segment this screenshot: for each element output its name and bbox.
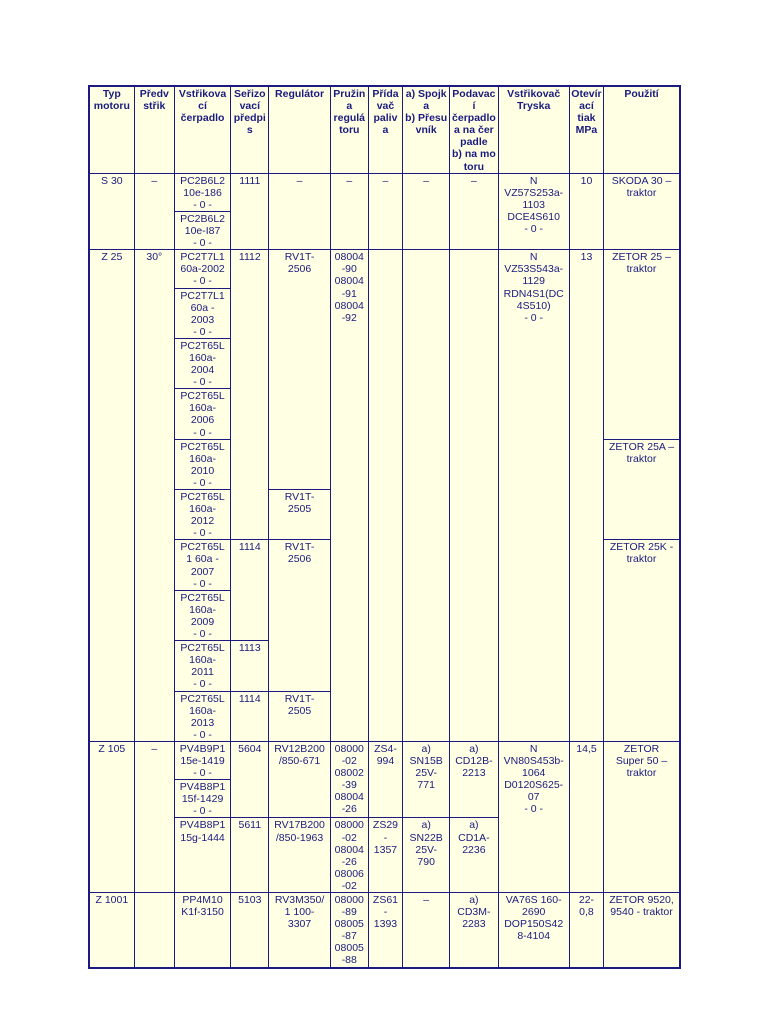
cell-serizovaci: 5604 bbox=[231, 741, 269, 818]
cell-regulator: RV17B200 /850-1963 bbox=[269, 818, 330, 893]
cell-regulator: – bbox=[269, 173, 330, 250]
cell-regulator: RV1T- 2506 bbox=[269, 540, 330, 691]
cell-pruzina: – bbox=[330, 173, 368, 250]
header-cerpadlo: Vstřikova cí čerpadlo bbox=[174, 86, 230, 173]
cell-cerpadlo: PC2T65L 160a- 2011 - 0 - bbox=[174, 641, 230, 691]
cell-typ: S 30 bbox=[89, 173, 134, 250]
header-pruzina: Pružin a regulá toru bbox=[330, 86, 368, 173]
cell-cerpadlo: PC2B6L2 10e-186 - 0 - bbox=[174, 173, 230, 211]
cell-pridavac bbox=[368, 250, 402, 742]
header-tlak: Otevír ací tiak MPa bbox=[569, 86, 603, 173]
cell-predvstrik: – bbox=[134, 741, 174, 892]
table-row bbox=[89, 741, 680, 779]
cell-pridavac: – bbox=[368, 173, 402, 250]
header-pridavac: Přída vač paliv a bbox=[368, 86, 402, 173]
cell-tryska: N VN80S453b- 1064 D0120S625- 07 - 0 - bbox=[498, 741, 569, 892]
cell-pridavac: ZS61 - 1393 bbox=[368, 893, 402, 968]
cell-predvstrik: 30° bbox=[134, 250, 174, 742]
cell-spojka: – bbox=[403, 893, 450, 968]
cell-pouziti: ZETOR Super 50 – traktor bbox=[604, 741, 680, 892]
cell-pouziti: SKODA 30 – traktor bbox=[604, 173, 680, 250]
cell-regulator: RV3M350/ 1 100- 3307 bbox=[269, 893, 330, 968]
cell-cerpadlo: PP4M10 K1f-3150 bbox=[174, 893, 230, 968]
cell-predvstrik: – bbox=[134, 173, 174, 250]
cell-pouziti: ZETOR 25 – traktor bbox=[604, 250, 680, 439]
cell-cerpadlo: PC2T65L 160a- 2006 - 0 - bbox=[174, 389, 230, 439]
cell-tlak: 22- 0,8 bbox=[569, 893, 603, 968]
header-tryska: Vstřikovač Tryska bbox=[498, 86, 569, 173]
cell-cerpadlo: PC2B6L2 10e-I87 - 0 - bbox=[174, 211, 230, 249]
cell-serizovaci: 1114 bbox=[231, 540, 269, 641]
cell-pouziti: ZETOR 9520, 9540 - traktor bbox=[604, 893, 680, 968]
cell-cerpadlo: PC2T7L1 60a-2002 - 0 - bbox=[174, 250, 230, 288]
cell-cerpadlo: PC2T65L 160a- 2010 - 0 - bbox=[174, 439, 230, 489]
cell-spojka: – bbox=[403, 173, 450, 250]
table-row bbox=[89, 173, 680, 211]
cell-spojka: a) SN15B 25V- 771 bbox=[403, 741, 450, 818]
cell-serizovaci: 5611 bbox=[231, 818, 269, 893]
cell-cerpadlo: PC2T7L1 60a - 2003 - 0 - bbox=[174, 288, 230, 338]
cell-podavaci: – bbox=[450, 173, 498, 250]
cell-tlak: 14,5 bbox=[569, 741, 603, 892]
cell-tryska: N VZ53S543a- 1129 RDN4S1(DC 4S510) - 0 - bbox=[498, 250, 569, 742]
cell-tlak: 13 bbox=[569, 250, 603, 742]
header-pouziti: Použití bbox=[604, 86, 680, 173]
cell-cerpadlo: PC2T65L 160a- 2012 - 0 - bbox=[174, 490, 230, 540]
cell-predvstrik bbox=[134, 893, 174, 968]
cell-regulator: RV1T- 2505 bbox=[269, 691, 330, 741]
cell-spojka: a) SN22B 25V- 790 bbox=[403, 818, 450, 893]
cell-podavaci: a) CD1A- 2236 bbox=[450, 818, 498, 893]
header-serizovaci: Seřizo vací předpi s bbox=[231, 86, 269, 173]
cell-cerpadlo: PV4B9P1 15e-1419 - 0 - bbox=[174, 741, 230, 779]
cell-regulator: RV12B200 /850-671 bbox=[269, 741, 330, 818]
cell-pouziti: ZETOR 25A – traktor bbox=[604, 439, 680, 540]
cell-pruzina: 08000 -02 08002 -39 08004 -26 bbox=[330, 741, 368, 818]
cell-serizovaci: 1111 bbox=[231, 173, 269, 250]
cell-podavaci: a) CD12B- 2213 bbox=[450, 741, 498, 818]
injection-pump-table bbox=[88, 85, 681, 969]
header-predvstrik: Předv střik bbox=[134, 86, 174, 173]
cell-serizovaci: 5103 bbox=[231, 893, 269, 968]
cell-tlak: 10 bbox=[569, 173, 603, 250]
cell-cerpadlo: PC2T65L 160a- 2013 - 0 - bbox=[174, 691, 230, 741]
cell-pruzina: 08000 -02 08004 -26 08006 -02 bbox=[330, 818, 368, 893]
cell-cerpadlo: PV4B8P1 15f-1429 - 0 - bbox=[174, 780, 230, 818]
cell-tryska: N VZ57S253a- 1103 DCE4S610 - 0 - bbox=[498, 173, 569, 250]
cell-typ: Z 1001 bbox=[89, 893, 134, 968]
cell-podavaci: a) CD3M- 2283 bbox=[450, 893, 498, 968]
cell-tryska: VA76S 160- 2690 DOP150S42 8-4104 bbox=[498, 893, 569, 968]
cell-serizovaci: 1112 bbox=[231, 250, 269, 540]
header-spojka: a) Spojk a b) Přesu vník bbox=[403, 86, 450, 173]
cell-cerpadlo: PC2T65L 1 60a - 2007 - 0 - bbox=[174, 540, 230, 590]
cell-pridavac: ZS29 - 1357 bbox=[368, 818, 402, 893]
cell-cerpadlo: PC2T65L 160a- 2004 - 0 - bbox=[174, 338, 230, 388]
cell-typ: Z 25 bbox=[89, 250, 134, 742]
cell-serizovaci: 1113 bbox=[231, 641, 269, 691]
cell-regulator: RV1T- 2505 bbox=[269, 490, 330, 540]
cell-pruzina: 08004 -90 08004 -91 08004 -92 bbox=[330, 250, 368, 742]
cell-pruzina: 08000 -89 08005 -87 08005 -88 bbox=[330, 893, 368, 968]
header-typ: Typ motoru bbox=[89, 86, 134, 173]
cell-pridavac: ZS4- 994 bbox=[368, 741, 402, 818]
cell-serizovaci: 1114 bbox=[231, 691, 269, 741]
table-container bbox=[88, 85, 681, 969]
table-row bbox=[89, 250, 680, 288]
header-regulator: Regulátor bbox=[269, 86, 330, 173]
header-row bbox=[89, 86, 680, 173]
cell-spojka bbox=[403, 250, 450, 742]
cell-pouziti: ZETOR 25K - traktor bbox=[604, 540, 680, 742]
cell-regulator: RV1T- 2506 bbox=[269, 250, 330, 490]
cell-typ: Z 105 bbox=[89, 741, 134, 892]
cell-cerpadlo: PV4B8P1 15g-1444 bbox=[174, 818, 230, 893]
header-podavaci: Podavac í čerpadlo a na čer padle b) na mo toru bbox=[450, 86, 498, 173]
cell-cerpadlo: PC2T65L 160a- 2009 - 0 - bbox=[174, 590, 230, 640]
table-row bbox=[89, 893, 680, 968]
cell-podavaci bbox=[450, 250, 498, 742]
